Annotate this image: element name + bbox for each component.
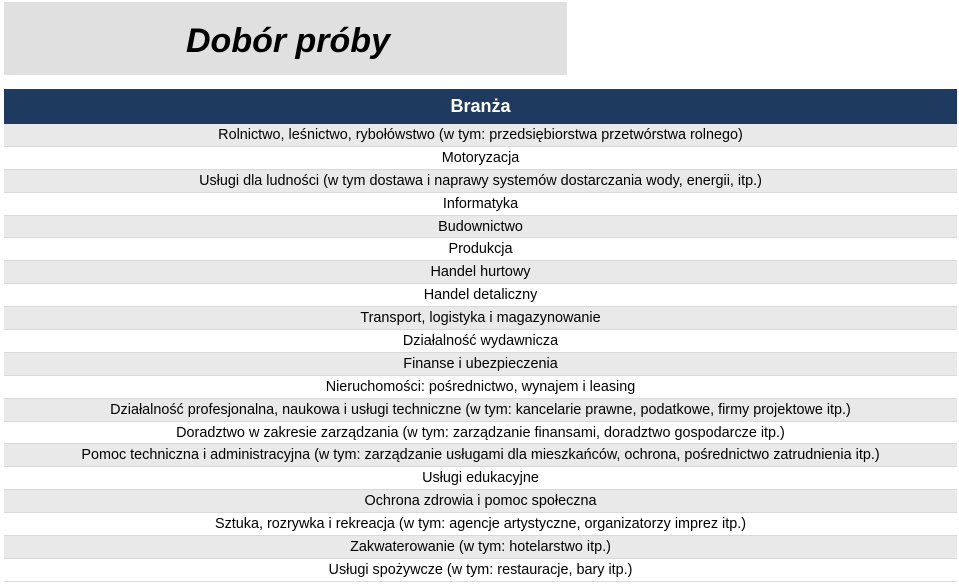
table-row: Usługi edukacyjne (4, 467, 957, 490)
table-row: Działalność profesjonalna, naukowa i usługi techniczne (w tym: kancelarie prawne, podatkowe, firmy projektowe itp.) (4, 399, 957, 422)
table-row: Nieruchomości: pośrednictwo, wynajem i leasing (4, 376, 957, 399)
table-row: Transport, logistyka i magazynowanie (4, 307, 957, 330)
table-body (4, 124, 957, 582)
table-row: Usługi spożywcze (w tym: restauracje, bary itp.) (4, 559, 957, 582)
table-row: Handel detaliczny (4, 284, 957, 307)
table-row: Informatyka (4, 193, 957, 216)
table-row: Doradztwo w zakresie zarządzania (w tym: zarządzanie finansami, doradztwo gospodarcze itp.) (4, 422, 957, 445)
table-row: Produkcja (4, 238, 957, 261)
title-banner (4, 2, 567, 75)
table-row: Zakwaterowanie (w tym: hotelarstwo itp.) (4, 536, 957, 559)
table-row: Finanse i ubezpieczenia (4, 353, 957, 376)
table-row: Działalność wydawnicza (4, 330, 957, 353)
table-row: Sztuka, rozrywka i rekreacja (w tym: agencje artystyczne, organizatorzy imprez itp.) (4, 513, 957, 536)
table-header: Branża (4, 89, 957, 124)
page-title: Dobór próby (186, 22, 390, 60)
industry-table (4, 89, 957, 582)
table-row: Rolnictwo, leśnictwo, rybołówstwo (w tym: przedsiębiorstwa przetwórstwa rolnego) (4, 124, 957, 147)
table-row: Motoryzacja (4, 147, 957, 170)
table-row: Usługi dla ludności (w tym dostawa i naprawy systemów dostarczania wody, energii, itp.) (4, 170, 957, 193)
table-row: Handel hurtowy (4, 261, 957, 284)
table-row: Budownictwo (4, 216, 957, 239)
table-row: Pomoc techniczna i administracyjna (w tym: zarządzanie usługami dla mieszkańców, ochrona, pośrednictwo zatrudnienia itp.) (4, 444, 957, 467)
table-row: Ochrona zdrowia i pomoc społeczna (4, 490, 957, 513)
